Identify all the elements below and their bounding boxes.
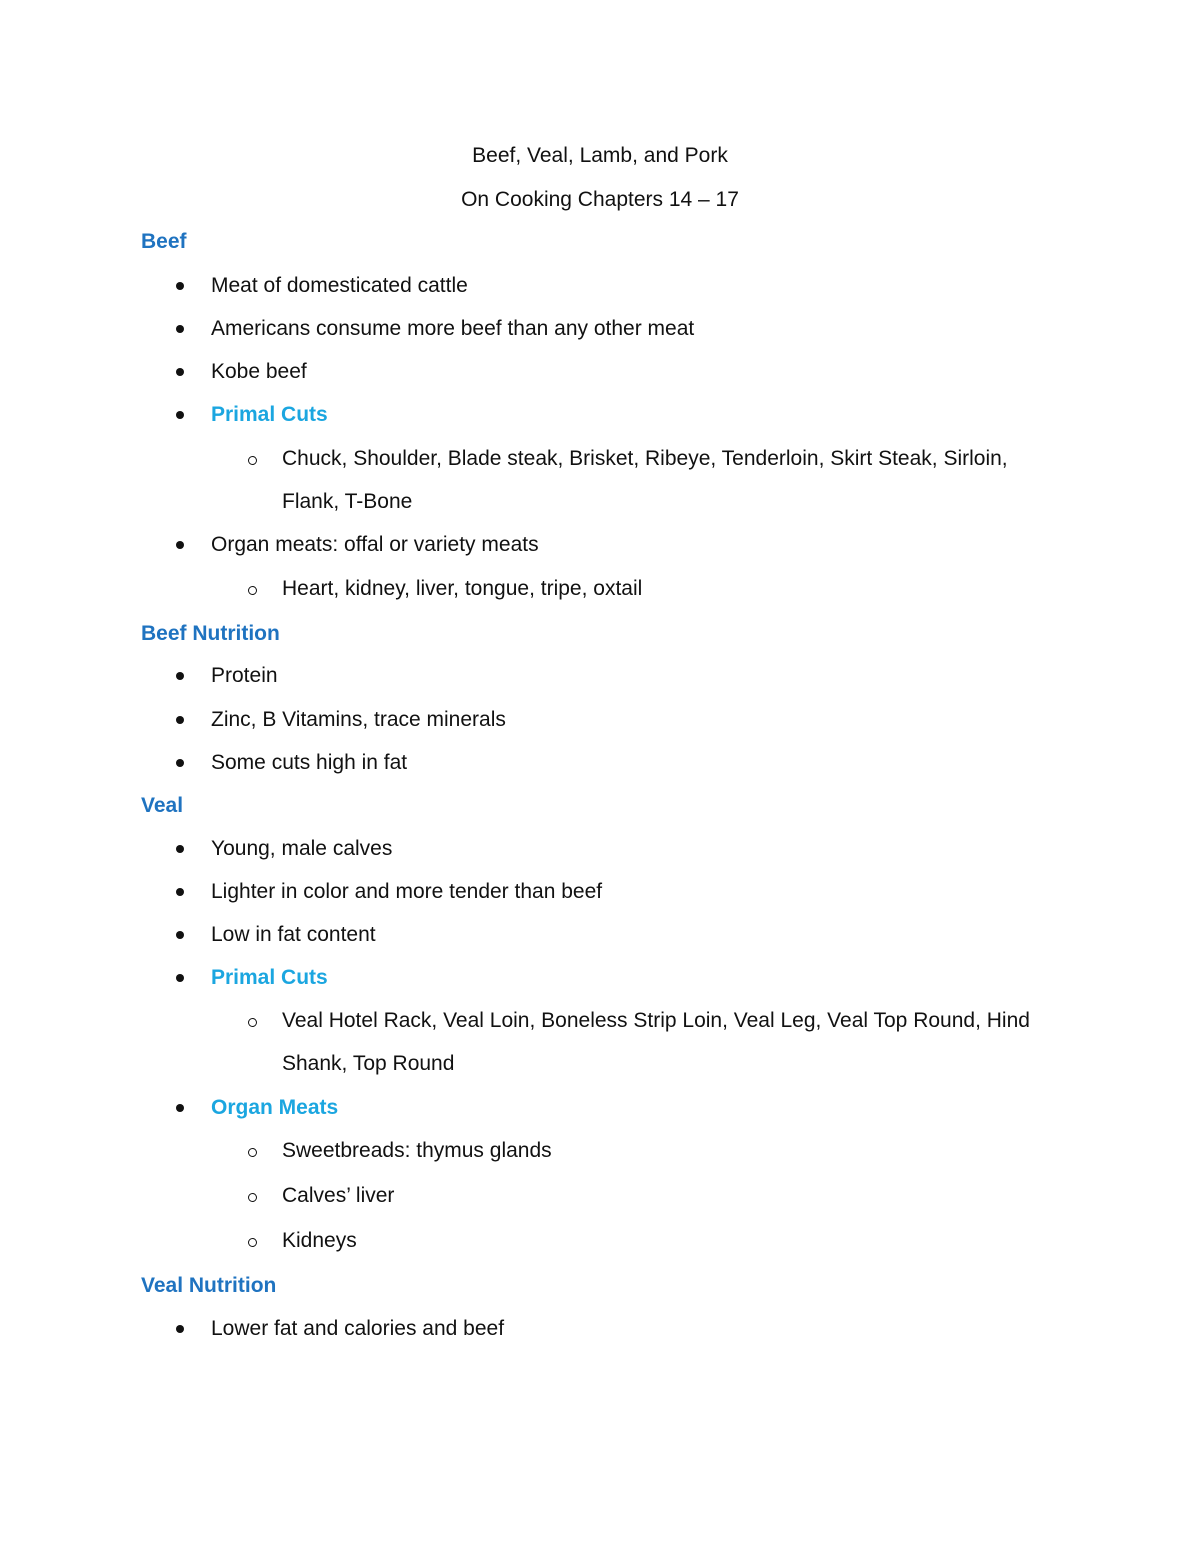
sub-list-item-line: Flank, T-Bone [282, 490, 413, 513]
list-item: Organ meats: offal or variety meats [211, 533, 539, 556]
bullet-icon [176, 974, 184, 982]
bullet-icon [176, 411, 184, 419]
bullet-icon [176, 716, 184, 724]
sub-list-item-line: Calves’ liver [282, 1184, 395, 1207]
sub-bullet-icon [248, 1238, 257, 1247]
sub-bullet-icon [248, 1193, 257, 1202]
bullet-icon [176, 845, 184, 853]
list-item: Zinc, B Vitamins, trace minerals [211, 708, 506, 731]
list-item: Lighter in color and more tender than beef [211, 880, 603, 903]
list-item: Protein [211, 664, 278, 687]
list-item: Meat of domesticated cattle [211, 274, 468, 297]
sub-bullet-icon [248, 1148, 257, 1157]
list-item: Young, male calves [211, 837, 393, 860]
bullet-icon [176, 1104, 184, 1112]
list-item: Some cuts high in fat [211, 751, 408, 774]
list-item: Lower fat and calories and beef [211, 1317, 505, 1340]
sub-list-item-line: Veal Hotel Rack, Veal Loin, Boneless Strip Loin, Veal Leg, Veal Top Round, Hind [282, 1009, 1030, 1032]
sub-bullet-icon [248, 586, 257, 595]
bullet-icon [176, 759, 184, 767]
document-subtitle: On Cooking Chapters 14 – 17 [461, 188, 739, 211]
bullet-icon [176, 888, 184, 896]
section-heading-beef: Beef [141, 230, 187, 253]
list-item-organ-meats: Organ Meats [211, 1096, 339, 1119]
list-item: Low in fat content [211, 923, 376, 946]
bullet-icon [176, 931, 184, 939]
bullet-icon [176, 541, 184, 549]
document-title: Beef, Veal, Lamb, and Pork [472, 144, 728, 167]
bullet-icon [176, 672, 184, 680]
sub-bullet-icon [248, 1018, 257, 1027]
bullet-icon [176, 282, 184, 290]
sub-list-item-line: Sweetbreads: thymus glands [282, 1139, 552, 1162]
sub-bullet-icon [248, 456, 257, 465]
bullet-icon [176, 325, 184, 333]
list-item: Americans consume more beef than any other meat [211, 317, 695, 340]
sub-list-item-line: Kidneys [282, 1229, 357, 1252]
section-heading-veal: Veal [141, 794, 184, 817]
bullet-icon [176, 1325, 184, 1333]
sub-list-item-line: Shank, Top Round [282, 1052, 455, 1075]
list-item: Kobe beef [211, 360, 307, 383]
section-heading-beef-nutrition: Beef Nutrition [141, 622, 280, 645]
sub-list-item-line: Heart, kidney, liver, tongue, tripe, oxtail [282, 577, 643, 600]
bullet-icon [176, 368, 184, 376]
section-heading-veal-nutrition: Veal Nutrition [141, 1274, 277, 1297]
list-item-primal-cuts: Primal Cuts [211, 403, 328, 426]
sub-list-item-line: Chuck, Shoulder, Blade steak, Brisket, Ribeye, Tenderloin, Skirt Steak, Sirloin, [282, 447, 1008, 470]
list-item-primal-cuts: Primal Cuts [211, 966, 328, 989]
